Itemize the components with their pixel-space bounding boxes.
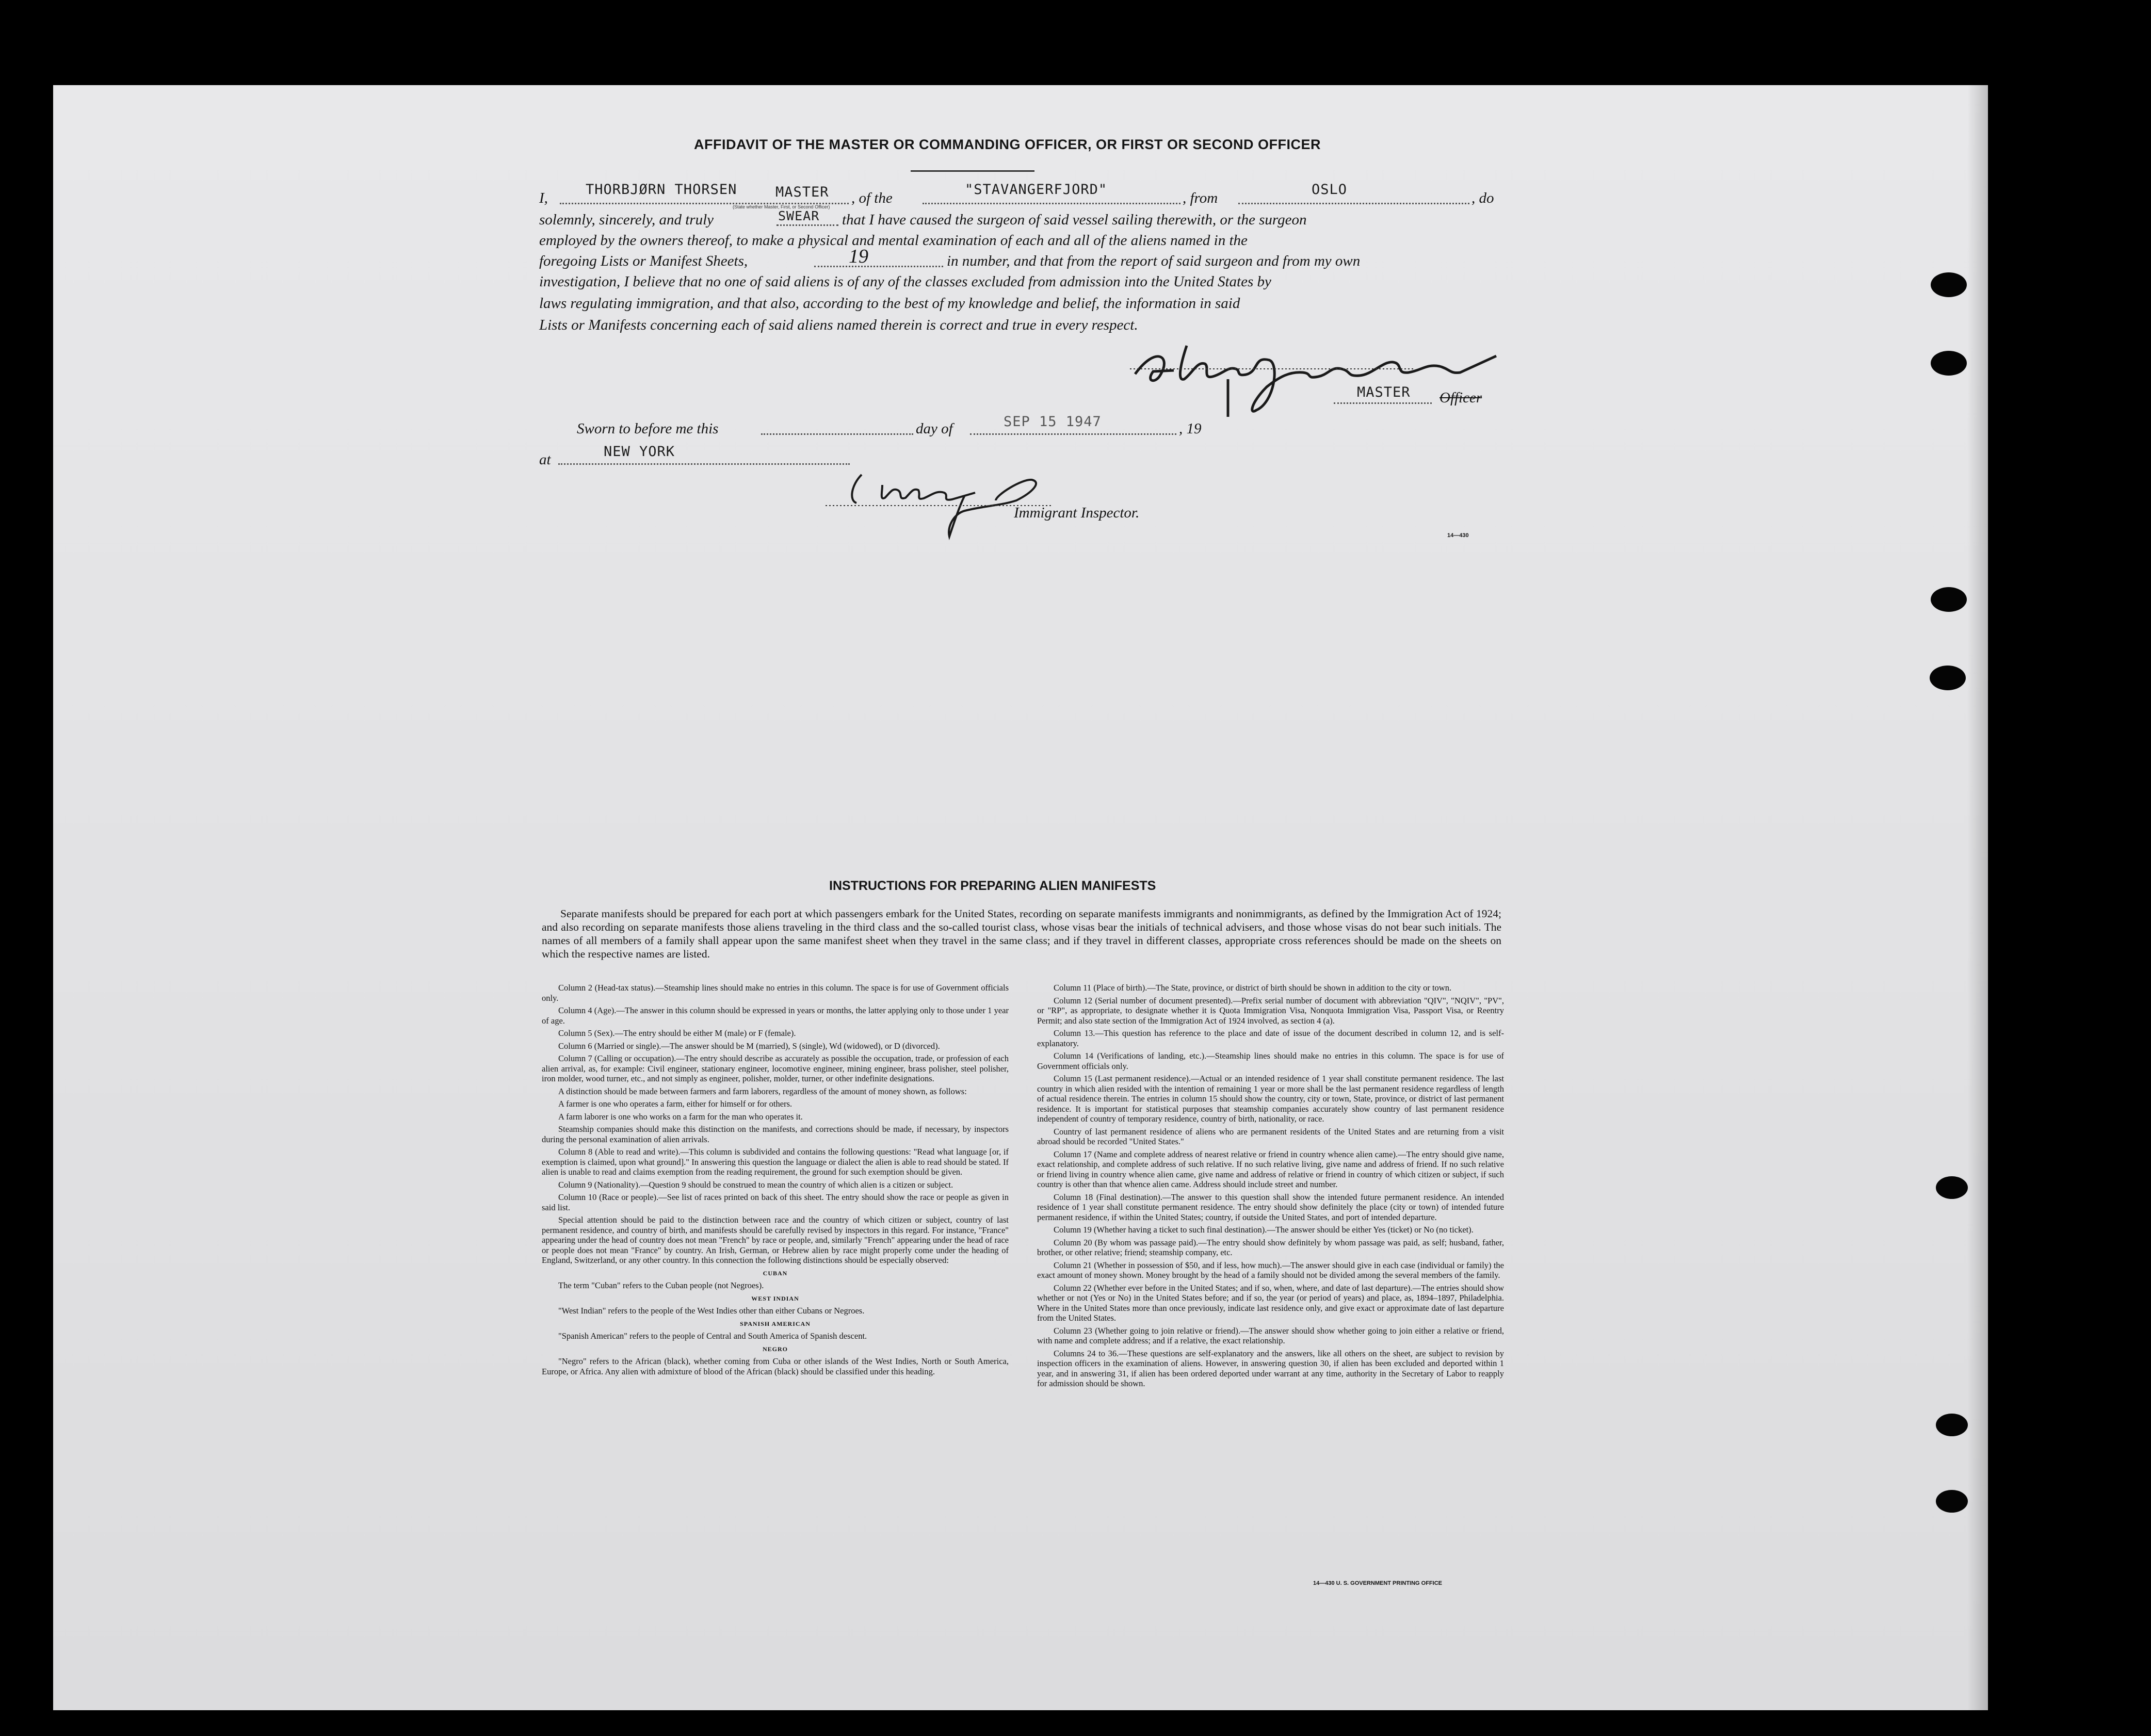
affidavit-line6: laws regulating immigration, and that also, according to the best of my knowledge and belief, the information in said: [539, 295, 1240, 312]
officer-title-blank: [1334, 402, 1432, 404]
col20-instruction: Column 20 (By whom was passage paid).—The entry should show definitely by whom passage was paid, as self; husband, father, brother, or other relative; friend; steamship company, etc.: [1037, 1237, 1504, 1257]
swear-blank: [777, 224, 838, 226]
master-name: THORBJØRN THORSEN: [586, 182, 737, 198]
col19-instruction: Column 19 (Whether having a ticket to such final destination).—The answer should be either Yes (ticket) or No (no ticket).: [1054, 1225, 1474, 1235]
affidavit-line1-i: I,: [539, 190, 548, 206]
col12-instruction: Column 12 (Serial number of document presented).—Prefix serial number of document with abbreviation "QIV", "NQIV", "PV", or "RP", as appropriate, to designate whether it is Quota Immigration Visa, Nonquota Immigration Visa, Passport Visa, or Reentry Permit; and also state section of the Immigration Act of 1924 involved, as section 4 (a).: [1037, 995, 1504, 1026]
col15-instruction: Column 15 (Last permanent residence).—Actual or an intended residence of 1 year shall constitute permanent residence. The last country in which alien resided with the intention of remaining 1 year or more shall be the last permanent residence regardless of length of actual residence therein. The entries in column 15 should show the country, city or town, State, province, or district of last permanent residence. It is important for statistical purposes that steamship companies accurately show country of last permanent residence independent of country of temporary residence, country of birth, nationality, or race.: [1037, 1074, 1504, 1124]
affidavit-line2b: that I have caused the surgeon of said vessel sailing therewith, or the surgeon: [842, 212, 1307, 228]
place-blank: [558, 463, 850, 465]
col24-36-instruction: Columns 24 to 36.—These questions are self-explanatory and the answers, like all others on the sheet, are subject to revision by inspection officers in the examination of aliens. However, in answering question 30, if alien has been excluded and deported within 1 year, and in answering 31, if alien has been ordered deported under warrant at any time, authority in the Secretary of Labor to reapply for admission should be shown.: [1037, 1348, 1504, 1388]
heading-spanish-american: SPANISH AMERICAN: [740, 1320, 811, 1327]
col10-instruction: Column 10 (Race or people).—See list of races printed on back of this sheet. The entry should show the race or people as given in said list.: [542, 1192, 1009, 1212]
swear-stamp: SWEAR: [778, 208, 820, 223]
sworn-place: NEW YORK: [604, 444, 675, 460]
affidavit-line4b: in number, and that from the report of said surgeon and from my own: [947, 253, 1361, 269]
col6-instruction: Column 6 (Married or single).—The answer should be M (married), S (single), Wd (widowed), or D (divorced).: [558, 1041, 940, 1051]
binder-hole: [1936, 1176, 1968, 1199]
affidavit-line1-of: , of the: [851, 190, 893, 206]
col7-steamship: Steamship companies should make this distinction on the manifests, and corrections should be made, if necessary, by inspectors during the personal examination of alien arrivals.: [542, 1124, 1009, 1144]
officer-rank: MASTER: [775, 184, 829, 200]
instructions-intro: Separate manifests should be prepared for each port at which passengers embark for the United States, recording on separate manifests immigrants and nonimmigrants, as defined by the Immigration Act of 1924; and also recording on separate manifests those aliens traveling in the third class and the so-called tourist class, whose visas bear the initials of technical advisers, and those whose visas do not bear such initials. The names of all members of a family shall appear upon the same manifest sheet when they travel in the same class; and if they travel in different classes, appropriate cross references should be made on the sheets on which the respective names are listed.: [542, 907, 1501, 960]
col7-instruction: Column 7 (Calling or occupation).—The entry should describe as accurately as possible the occupation, trade, or profession of each alien arrival, as, for example: Civil engineer, stationary engineer, locomotive engineer, mining engineer, brass polisher, steel polisher, iron molder, wood turner, etc., and not simply as engineer, polisher, molder, turner, or other indefinite designations.: [542, 1053, 1009, 1083]
col4-instruction: Column 4 (Age).—The answer in this column should be expressed in years or months, the latter applying only to those under 1 year of age.: [542, 1005, 1009, 1026]
affidavit-line1-do: , do: [1471, 190, 1494, 206]
col21-instruction: Column 21 (Whether in possession of $50, and if less, how much).—The answer should give in each case (individual or family) the exact amount of money shown. Money brought by the head of a family should not be divided among the several members of the family.: [1037, 1260, 1504, 1280]
printing-office-footer: 14—430 U. S. GOVERNMENT PRINTING OFFICE: [1313, 1580, 1442, 1586]
instructions-left-column: [542, 983, 1009, 1379]
master-signature: [1125, 325, 1517, 428]
col14-instruction: Column 14 (Verifications of landing, etc.).—Steamship lines should make no entries in this column. The space is for use of Government officials only.: [1037, 1051, 1504, 1071]
col17-instruction: Column 17 (Name and complete address of nearest relative or friend in country whence alien came).—The entry should give name, exact relationship, and complete address of such relative. If no such relative living, give name and address of friend. If no such relative or friend living in country whence alien came, give name and address of relative or friend in country of which citizen or subject, if such country is other than that whence alien came. Address should include street and number.: [1037, 1149, 1504, 1189]
col5-instruction: Column 5 (Sex).—The entry should be either M (male) or F (female).: [558, 1028, 796, 1038]
sworn-date-stamp: SEP 15 1947: [1004, 414, 1102, 430]
col9-instruction: Column 9 (Nationality).—Question 9 should be construed to mean the country of which alien is a citizen or subject.: [558, 1179, 953, 1190]
sworn-date-blank: [970, 433, 1176, 435]
vessel-blank: [923, 203, 1180, 204]
port-blank: [1238, 203, 1469, 204]
col18-instruction: Column 18 (Final destination).—The answer to this question shall show the intended future permanent residence. An intended residence of 1 year shall constitute permanent residence. The entry should show definitely the place (city or town) of intended future permanent residence, if within the United States; country, if outside the United States, and port of intended departure.: [1037, 1192, 1504, 1222]
west-indian-definition: "West Indian" refers to the people of the West Indies other than either Cubans or Negroes.: [558, 1306, 865, 1316]
affidavit-title: AFFIDAVIT OF THE MASTER OR COMMANDING OFFICER, OR FIRST OR SECOND OFFICER: [694, 137, 1321, 152]
instructions-right-column: [1037, 983, 1504, 1391]
heading-cuban: CUBAN: [763, 1269, 788, 1277]
rank-note: (State whether Master, First, or Second Officer): [733, 204, 830, 209]
sworn-text: Sworn to before me this: [577, 420, 719, 437]
heading-west-indian: WEST INDIAN: [751, 1294, 799, 1302]
page-edge-shadow: [1967, 85, 1988, 1710]
negro-definition: "Negro" refers to the African (black), whether coming from Cuba or other islands of the West Indies, North or South America, Europe, or Africa. Any alien with admixture of blood of the African (black) should be classified under this heading.: [542, 1356, 1009, 1376]
instructions-title: INSTRUCTIONS FOR PREPARING ALIEN MANIFESTS: [829, 879, 1156, 893]
officer-title: MASTER: [1357, 384, 1411, 400]
sheets-blank: [814, 266, 943, 267]
col7-farm-laborer: A farm laborer is one who works on a farm for the man who operates it.: [558, 1111, 803, 1122]
binder-hole: [1931, 272, 1967, 297]
affidavit-line2a: solemnly, sincerely, and truly: [539, 212, 714, 228]
sworn-day-blank: [761, 433, 913, 435]
binder-hole: [1930, 666, 1966, 690]
col13-instruction: Column 13.—This question has reference to the place and date of issue of the document described in column 12, and is self-explanatory.: [1037, 1028, 1504, 1048]
col7-farmer: A farmer is one who operates a farm, either for himself or for others.: [558, 1099, 793, 1109]
affidavit-line3: employed by the owners thereof, to make a physical and mental examination of each and all of the aliens named in the: [539, 232, 1248, 249]
binder-hole: [1936, 1414, 1968, 1436]
affidavit-line1-from: , from: [1183, 190, 1218, 206]
col7-distinction: A distinction should be made between farmers and farm laborers, regardless of the amount of money shown, as follows:: [558, 1086, 967, 1096]
sworn-day-of: day of: [916, 420, 953, 437]
heading-negro: NEGRO: [762, 1345, 788, 1353]
binder-hole: [1931, 351, 1967, 376]
col22-instruction: Column 22 (Whether ever before in the United States; and if so, when, where, and date of last departure).—The entries should show whether or not (Yes or No) in the United States before; and if so, the year (or period of years) and place, as, 1894–1897, Philadelphia. Where in the United States more than once previously, indicate last residence only, and give exact or approximate date of last departure from the United States.: [1037, 1283, 1504, 1323]
affidavit-line4a: foregoing Lists or Manifest Sheets,: [539, 253, 748, 269]
officer-word: Officer: [1440, 390, 1482, 406]
vessel-name: "STAVANGERFJORD": [965, 182, 1108, 198]
col8-instruction: Column 8 (Able to read and write).—This column is subdivided and contains the following questions: "Read what language [or, if exemption is claimed, upon what ground]." In answering this question the language or dialect the alien is able to read should be stated. If alien is unable to read and claims exemption from the reading requirement, the ground for such exemption should be given.: [542, 1147, 1009, 1177]
col15-returning: Country of last permanent residence of aliens who are permanent residents of the United States and are returning from a visit abroad should be recorded "United States.": [1037, 1126, 1504, 1146]
affidavit-line5: investigation, I believe that no one of said aliens is of any of the classes excluded from admission into the United States by: [539, 273, 1271, 290]
col11-instruction: Column 11 (Place of birth).—The State, province, or district of birth should be shown in addition to the city or town.: [1054, 983, 1452, 993]
form-number: 14—430: [1447, 532, 1469, 539]
spanish-american-definition: "Spanish American" refers to the people of Central and South America of Spanish descent.: [558, 1331, 867, 1341]
inspector-label: Immigrant Inspector.: [1014, 505, 1140, 521]
col2-instruction: Column 2 (Head-tax status).—Steamship lines should make no entries in this column. The space is for use of Government officials only.: [542, 983, 1009, 1003]
at-label: at: [539, 451, 551, 468]
sworn-nineteen: , 19: [1179, 420, 1202, 437]
affidavit-line7: Lists or Manifests concerning each of said aliens named therein is correct and true in every respect.: [539, 317, 1138, 333]
col10-special: Special attention should be paid to the distinction between race and the country of which citizen or subject, country of last permanent residence, and country of birth, and manifests should be carefully revised by inspectors in this regard. For instance, "France" appearing under the head of country does not mean "French" by race or people, and, similarly "French" appearing under the head of race or people does not mean "France" by country. An Irish, German, or Hebrew alien by race might properly come under the heading of England, Switzerland, or any other country. In this connection the following distinctions should be especially observed:: [542, 1215, 1009, 1265]
title-rule: [911, 170, 1034, 172]
sheet-count: 19: [849, 246, 868, 267]
binder-hole: [1936, 1490, 1968, 1513]
col23-instruction: Column 23 (Whether going to join relative or friend).—The answer should show whether going to join either a relative or friend, with name and complete address; and if a relative, the exact relationship.: [1037, 1325, 1504, 1345]
binder-hole: [1931, 587, 1967, 612]
port-name: OSLO: [1312, 182, 1348, 198]
cuban-definition: The term "Cuban" refers to the Cuban people (not Negroes).: [558, 1280, 764, 1290]
